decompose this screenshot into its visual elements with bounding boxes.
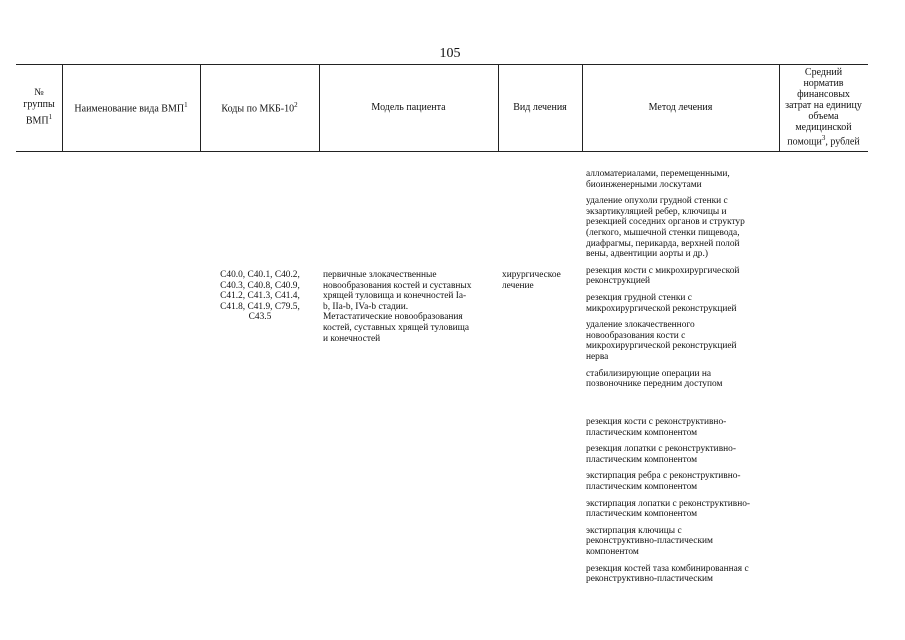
header-avg-cost-unit: , рублей — [825, 136, 860, 148]
footnote-marker: 3 — [821, 134, 826, 143]
mkb-codes-cell: C40.0, C40.1, C40.2, C40.3, C40.8, C40.9, C41.2, C41.3, C41.4, C41.8, C41.9, C79.5, C43.5 — [220, 270, 300, 323]
method-item: удаление опухоли грудной стенки с экзартикуляцией ребер, ключицы и резекцией соседних органов и структур (легкого, мышечной стенки пищевода, диафрагмы, перикарда, верхней полой вены, адвентиции аорты и др.) — [586, 196, 745, 260]
footnote-marker: 1 — [48, 113, 53, 122]
method-item: резекция лопатки с реконструктивно- пластическим компонентом — [586, 444, 736, 465]
footnote-marker: 1 — [184, 101, 188, 110]
method-item: экстирпация ключицы с реконструктивно-пластическим компонентом — [586, 525, 713, 557]
footnote-marker: 2 — [294, 101, 298, 110]
method-item: алломатериалами, перемещенными, биоинженерными лоскутами — [586, 169, 730, 190]
page-number: 105 — [439, 46, 461, 61]
header-bottom-border — [16, 151, 868, 152]
header-group-no — [16, 64, 62, 151]
header-mkb-codes-text: Коды по МКБ-10 — [221, 103, 295, 115]
method-item: резекция костей таза комбинированная с реконструктивно-пластическим — [586, 563, 749, 585]
treatment-type-cell: хирургическое лечение — [502, 270, 561, 291]
method-item: экстирпация лопатки с реконструктивно- пластическим компонентом — [586, 498, 751, 520]
header-mkb-codes — [200, 64, 319, 151]
method-item: резекция кости с микрохирургической реконструкцией — [586, 265, 740, 287]
header-vmp-name — [62, 64, 200, 151]
method-item: экстирпация ребра с реконструктивно- пластическим компонентом — [586, 471, 741, 492]
header-avg-cost-text: Средний норматив финансовых затрат на единицу объема медицинской помощи — [785, 67, 862, 148]
header-treatment-type: Вид лечения — [513, 101, 567, 113]
header-group-no-text: № группы ВМП — [23, 87, 55, 127]
header-patient-model: Модель пациента — [371, 101, 446, 113]
method-item: стабилизирующие операции на позвоночнике передним доступом — [586, 368, 723, 390]
header-avg-cost — [779, 64, 868, 151]
method-item: резекция грудной стенки с микрохирургической реконструкцией — [586, 292, 737, 314]
method-item: резекция кости с реконструктивно- пластическим компонентом — [586, 417, 727, 438]
patient-model-cell: первичные злокачественные новообразования костей и суставных хрящей туловища и конечностей Ia- b, IIa-b, IVa-b стадии. Метастатические новообразования костей, суставных хрящей туловища и конечностей — [323, 270, 472, 344]
header-treatment-method: Метод лечения — [648, 101, 713, 113]
treatment-methods-list-top — [586, 169, 781, 396]
method-item: удаление злокачественного новообразования кости с микрохирургической реконструкцией нерва — [586, 320, 737, 362]
header-vmp-name-text: Наименование вида ВМП — [74, 103, 185, 115]
treatment-methods-list-bottom — [586, 417, 781, 591]
